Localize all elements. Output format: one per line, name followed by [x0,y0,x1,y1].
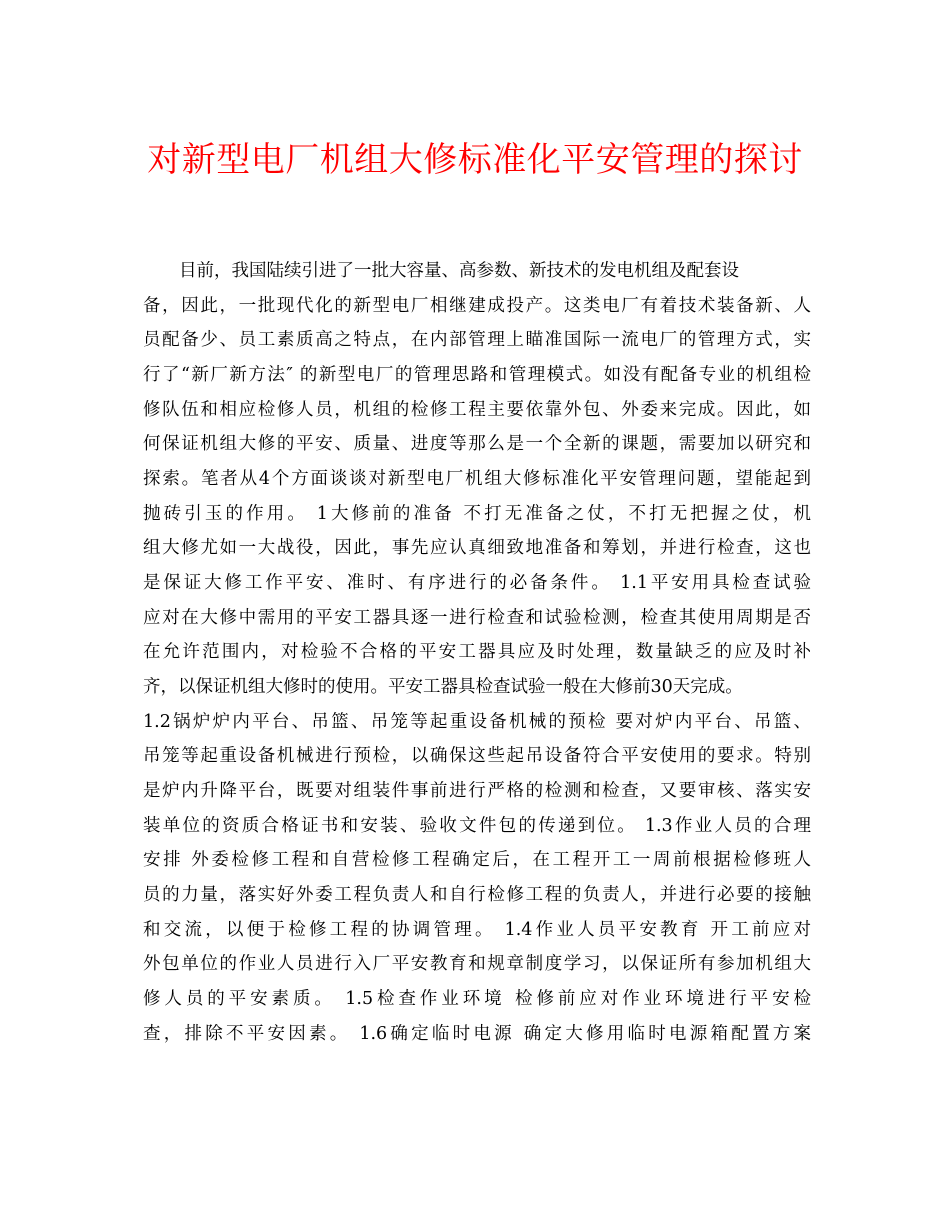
body-line: 在允许范围内，对检验不合格的平安工器具应及时处理，数量缺乏的应及时补 [143,642,811,663]
body-line: 何保证机组大修的平安、质量、进度等那么是一个全新的课题，需要加以研究和 [143,434,811,455]
body-line: 吊笼等起重设备机械进行预检，以确保这些起吊设备符合平安使用的要求。特别 [143,746,811,767]
body-line: 外包单位的作业人员进行入厂平安教育和规章制度学习，以保证所有参加机组大 [143,954,811,975]
body-line: 探索。笔者从4个方面谈谈对新型电厂机组大修标准化平安管理问题，望能起到 [143,469,811,490]
body-line: 员的力量，落实好外委工程负责人和自行检修工程的负责人，并进行必要的接触 [143,885,811,906]
body-line: 安排 外委检修工程和自营检修工程确定后，在工程开工一周前根据检修班人 [143,850,811,871]
document-body [143,256,811,1053]
body-line: 行了“新厂新方法″ 的新型电厂的管理思路和管理模式。如没有配备专业的机组检 [143,365,811,386]
body-line: 应对在大修中需用的平安工器具逐一进行检查和试验检测，检查其使用周期是否 [143,607,811,628]
body-line: 目前，我国陆续引进了一批大容量、高参数、新技术的发电机组及配套设 [179,261,739,281]
body-line: 是保证大修工作平安、准时、有序进行的必备条件。 1.1平安用具检查试验 [143,573,811,594]
body-line: 齐，以保证机组大修时的使用。平安工器具检查试验一般在大修前30天完成。 [143,677,743,698]
body-line: 备，因此，一批现代化的新型电厂相继建成投产。这类电厂有着技术装备新、人 [143,295,811,316]
body-line: 查，排除不平安因素。 1.6确定临时电源 确定大修用临时电源箱配置方案 [143,1023,811,1044]
body-line: 装单位的资质合格证书和安装、验收文件包的传递到位。 1.3作业人员的合理 [143,815,811,836]
document-title: 对新型电厂机组大修标准化平安管理的探讨 [147,140,803,180]
body-line: 是炉内升降平台，既要对组装件事前进行严格的检测和检查，又要审核、落实安 [143,781,811,802]
body-line: 抛砖引玉的作用。 1大修前的准备 不打无准备之仗，不打无把握之仗，机 [143,503,811,524]
body-line: 修队伍和相应检修人员，机组的检修工程主要依靠外包、外委来完成。因此，如 [143,399,811,420]
body-line: 修人员的平安素质。 1.5检查作业环境 检修前应对作业环境进行平安检 [143,989,811,1010]
body-line: 和交流，以便于检修工程的协调管理。 1.4作业人员平安教育 开工前应对 [143,919,811,940]
body-line: 组大修尤如一大战役，因此，事先应认真细致地准备和筹划，并进行检查，这也 [143,538,811,559]
body-line: 员配备少、员工素质高之特点，在内部管理上瞄准国际一流电厂的管理方式，实 [143,330,811,351]
body-line: 1.2锅炉炉内平台、吊篮、吊笼等起重设备机械的预检 要对炉内平台、吊篮、 [143,711,811,732]
